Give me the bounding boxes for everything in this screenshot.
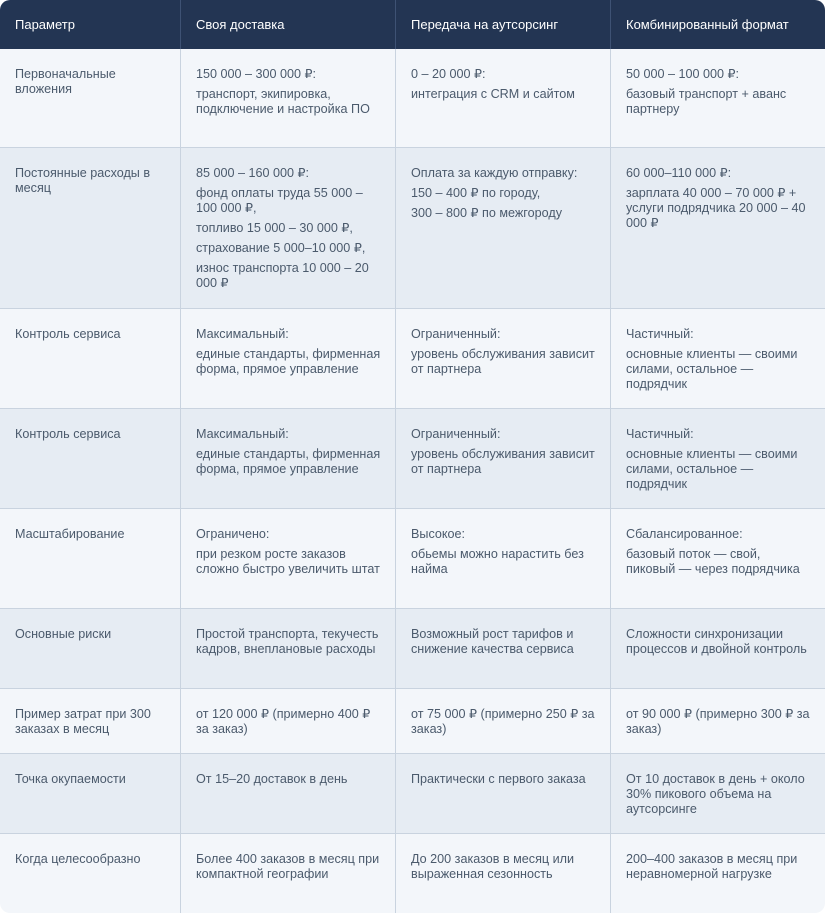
cell-own	[181, 509, 396, 608]
header-cell-own-delivery: Своя доставка	[181, 0, 396, 49]
cell-line: Максимальный:	[196, 427, 289, 441]
cell-line: 300 – 800 ₽ по межгороду	[411, 206, 563, 220]
cell-line: От 10 доставок в день + около 30% пикового объема на аутсорсинге	[626, 772, 805, 816]
cell-param: Точка окупаемости	[0, 754, 181, 833]
cell-line: фонд оплаты труда 55 000 – 100 000 ₽,	[196, 186, 363, 215]
cell-line: Сложности синхронизации процессов и двойной контроль	[626, 627, 807, 656]
cell-outsourcing	[396, 689, 611, 753]
table-row	[0, 754, 825, 834]
cell-outsourcing	[396, 609, 611, 688]
table-row	[0, 834, 825, 913]
cell-line: Сбалансированное:	[626, 527, 743, 541]
cell-line: Максимальный:	[196, 327, 289, 341]
cell-line: от 120 000 ₽ (примерно 400 ₽ за заказ)	[196, 707, 371, 736]
cell-line: Ограниченный:	[411, 427, 501, 441]
cell-line: уровень обслуживания зависит от партнера	[411, 447, 595, 476]
cell-line: базовый поток — свой, пиковый — через подрядчика	[626, 547, 800, 576]
cell-param: Контроль сервиса	[0, 309, 181, 408]
cell-line: Высокое:	[411, 527, 466, 541]
table-row	[0, 309, 825, 409]
cell-own	[181, 834, 396, 913]
cell-line: Частичный:	[626, 427, 694, 441]
cell-line: От 15–20 доставок в день	[196, 772, 348, 786]
cell-combined	[611, 49, 825, 147]
cell-outsourcing	[396, 754, 611, 833]
cell-line: обьемы можно нарастить без найма	[411, 547, 584, 576]
cell-line: топливо 15 000 – 30 000 ₽,	[196, 221, 353, 235]
cell-own	[181, 49, 396, 147]
cell-line: 150 – 400 ₽ по городу,	[411, 186, 541, 200]
cell-line: Ограниченный:	[411, 327, 501, 341]
cell-line: Оплата за каждую отправку:	[411, 166, 578, 180]
cell-outsourcing	[396, 509, 611, 608]
table-row	[0, 509, 825, 609]
cell-line: 150 000 – 300 000 ₽:	[196, 67, 317, 81]
cell-line: базовый транспорт + аванс партнеру	[626, 87, 787, 116]
header-cell-param: Параметр	[0, 0, 181, 49]
table-row	[0, 689, 825, 754]
cell-param: Первоначальные вложения	[0, 49, 181, 147]
cell-combined	[611, 409, 825, 508]
cell-combined	[611, 834, 825, 913]
cell-line: 60 000–110 000 ₽:	[626, 166, 732, 180]
cell-own	[181, 148, 396, 308]
cell-outsourcing	[396, 834, 611, 913]
cell-line: зарплата 40 000 – 70 000 ₽ + услуги подрядчика 20 000 – 40 000 ₽	[626, 186, 806, 230]
cell-line: износ транспорта 10 000 – 20 000 ₽	[196, 261, 369, 290]
cell-outsourcing	[396, 148, 611, 308]
cell-own	[181, 309, 396, 408]
table-row	[0, 148, 825, 309]
table-row	[0, 609, 825, 689]
cell-param: Постоянные расходы в месяц	[0, 148, 181, 308]
cell-combined	[611, 148, 825, 308]
cell-own	[181, 609, 396, 688]
cell-line: единые стандарты, фирменная форма, прямое управление	[196, 347, 381, 376]
cell-line: 50 000 – 100 000 ₽:	[626, 67, 740, 81]
cell-param: Когда целесообразно	[0, 834, 181, 913]
cell-line: уровень обслуживания зависит от партнера	[411, 347, 595, 376]
cell-param: Пример затрат при 300 заказах в месяц	[0, 689, 181, 753]
cell-line: транспорт, экипировка, подключение и настройка ПО	[196, 87, 370, 116]
cell-param: Масштабирование	[0, 509, 181, 608]
cell-line: основные клиенты — своими силами, остальное — подрядчик	[626, 447, 798, 491]
cell-line: Ограничено:	[196, 527, 270, 541]
cell-combined	[611, 689, 825, 753]
cell-combined	[611, 609, 825, 688]
cell-line: страхование 5 000–10 000 ₽,	[196, 241, 366, 255]
cell-line: от 75 000 ₽ (примерно 250 ₽ за заказ)	[411, 707, 595, 736]
cell-line: единые стандарты, фирменная форма, прямое управление	[196, 447, 381, 476]
cell-own	[181, 409, 396, 508]
cell-param: Основные риски	[0, 609, 181, 688]
table-row	[0, 409, 825, 509]
cell-line: До 200 заказов в месяц или выраженная сезонность	[411, 852, 575, 881]
cell-own	[181, 754, 396, 833]
cell-line: Более 400 заказов в месяц при компактной географии	[196, 852, 380, 881]
cell-line: основные клиенты — своими силами, остальное — подрядчик	[626, 347, 798, 391]
table-header-row	[0, 0, 825, 49]
cell-combined	[611, 509, 825, 608]
header-cell-combined: Комбинированный формат	[626, 17, 789, 32]
cell-line: 200–400 заказов в месяц при неравномерной нагрузке	[626, 852, 798, 881]
cell-line: 0 – 20 000 ₽:	[411, 67, 486, 81]
header-cell-outsourcing: Передача на аутсорсинг	[396, 0, 611, 49]
cell-outsourcing	[396, 309, 611, 408]
cell-line: Возможный рост тарифов и снижение качества сервиса	[411, 627, 574, 656]
cell-own	[181, 689, 396, 753]
cell-line: интеграция с CRM и сайтом	[411, 87, 575, 101]
cell-line: Практически с первого заказа	[411, 772, 586, 786]
cell-line: 85 000 – 160 000 ₽:	[196, 166, 310, 180]
cell-combined	[611, 754, 825, 833]
cell-line: при резком росте заказов сложно быстро увеличить штат	[196, 547, 380, 576]
cell-outsourcing	[396, 409, 611, 508]
cell-outsourcing	[396, 49, 611, 147]
cell-line: Частичный:	[626, 327, 694, 341]
cell-combined	[611, 309, 825, 408]
cell-param: Контроль сервиса	[0, 409, 181, 508]
cell-line: Простой транспорта, текучесть кадров, внеплановые расходы	[196, 627, 379, 656]
table-row	[0, 49, 825, 148]
cell-line: от 90 000 ₽ (примерно 300 ₽ за заказ)	[626, 707, 810, 736]
